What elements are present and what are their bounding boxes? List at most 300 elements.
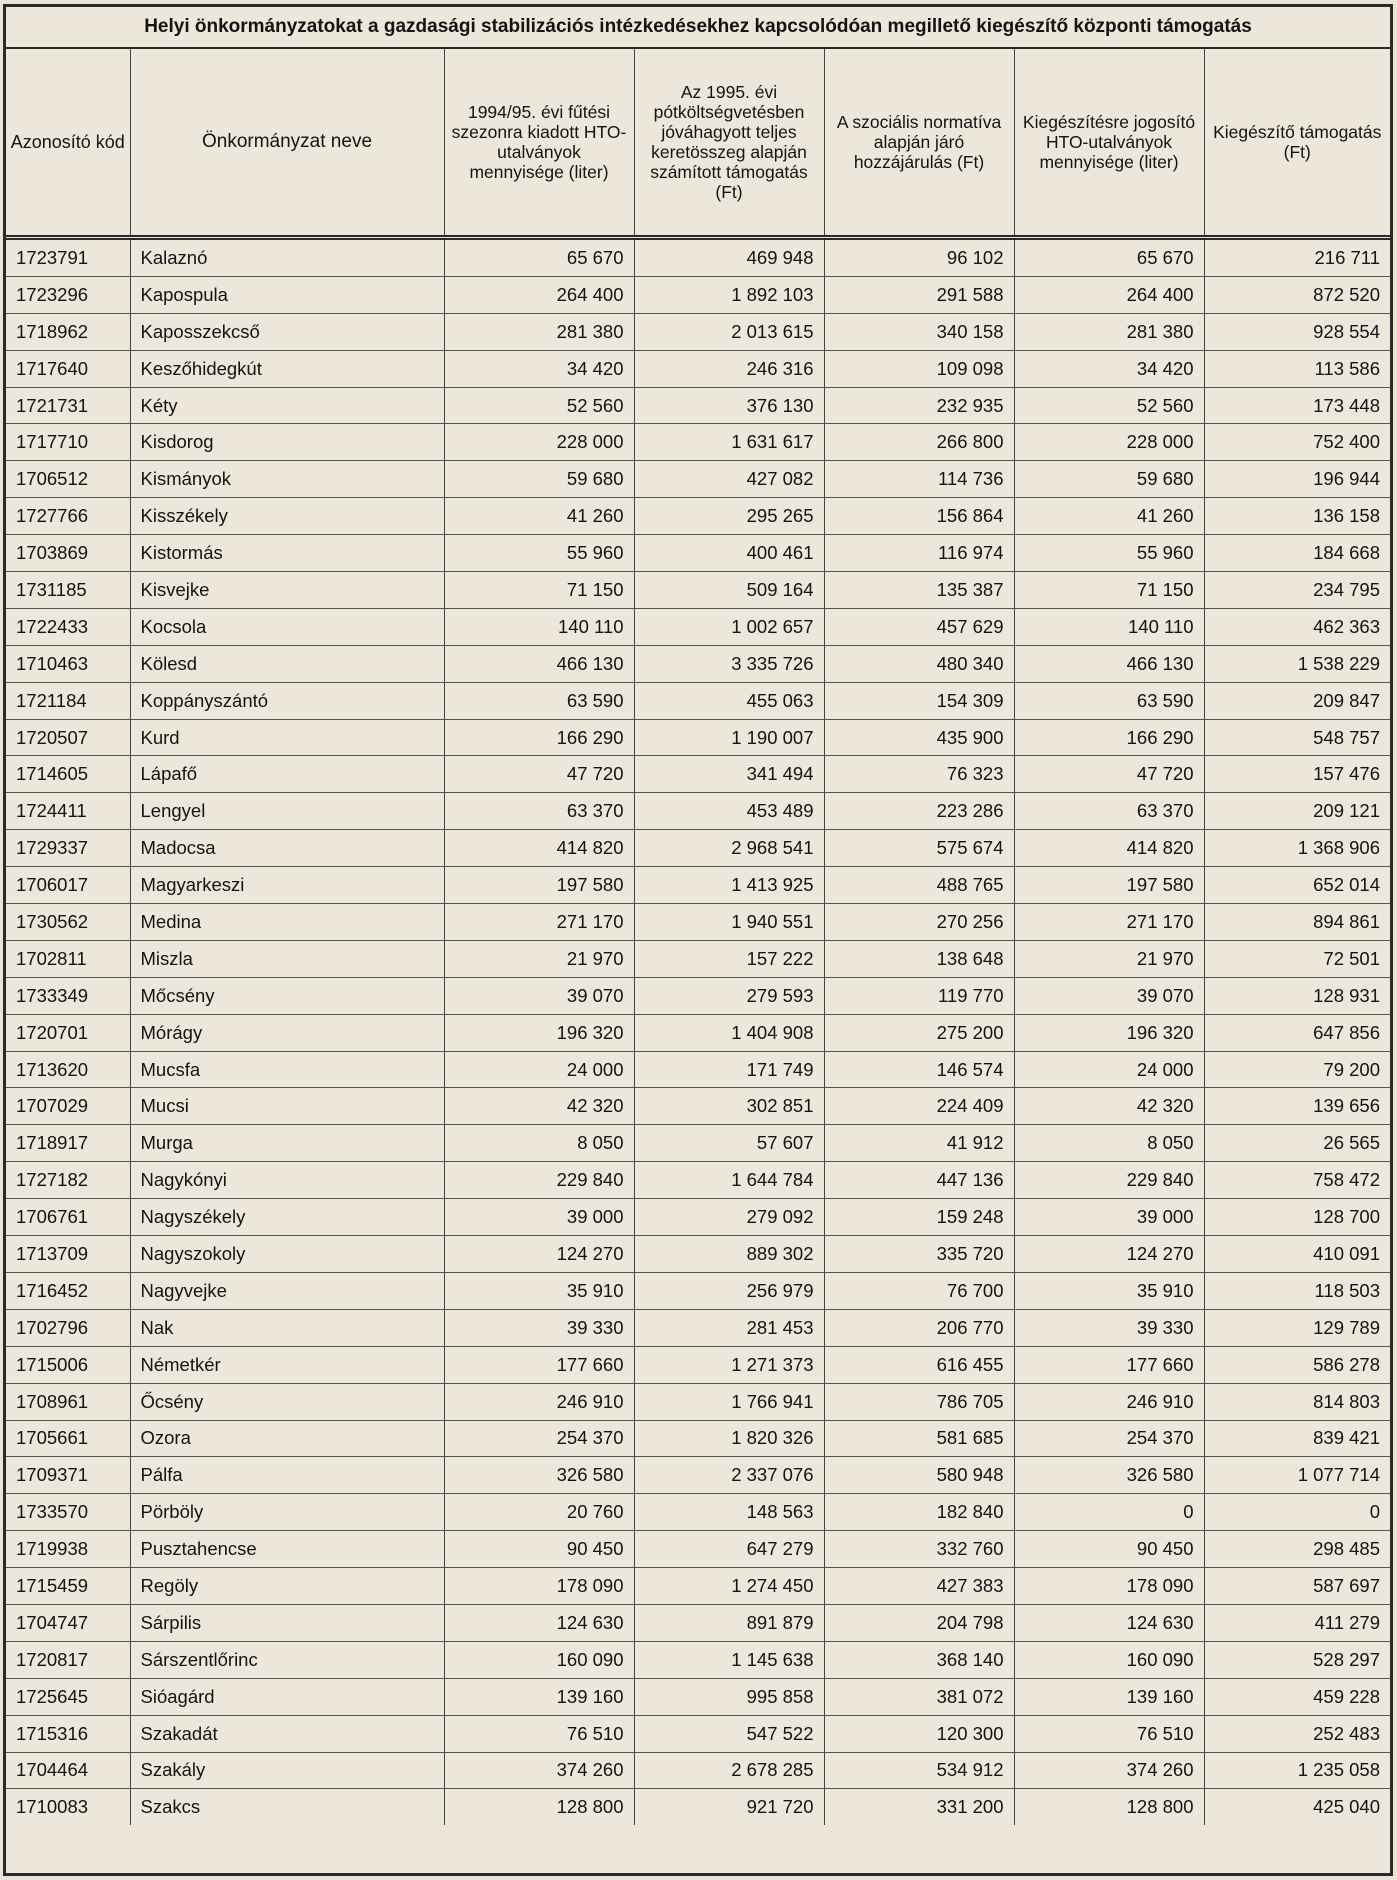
cell-name: Kaposszekcső (130, 313, 444, 350)
cell-hto-issued: 21 970 (444, 940, 634, 977)
cell-social-contribution: 223 286 (824, 793, 1014, 830)
cell-name: Nak (130, 1309, 444, 1346)
cell-hto-issued: 229 840 (444, 1162, 634, 1199)
cell-name: Kistormás (130, 535, 444, 572)
cell-eligible-hto: 197 580 (1014, 867, 1204, 904)
cell-hto-issued: 65 670 (444, 238, 634, 277)
cell-budget-support: 2 013 615 (634, 313, 824, 350)
cell-supplementary-support: 72 501 (1204, 940, 1390, 977)
cell-eligible-hto: 374 260 (1014, 1752, 1204, 1789)
cell-hto-issued: 59 680 (444, 461, 634, 498)
cell-hto-issued: 39 330 (444, 1309, 634, 1346)
cell-code: 1725645 (6, 1678, 130, 1715)
cell-hto-issued: 197 580 (444, 867, 634, 904)
cell-social-contribution: 580 948 (824, 1457, 1014, 1494)
table-row (6, 904, 1390, 941)
column-header-hto-issued: 1994/95. évi fűtési szezonra kiadott HTO-utalványok mennyisége (liter) (444, 49, 634, 238)
cell-budget-support: 171 749 (634, 1051, 824, 1088)
cell-code: 1733570 (6, 1494, 130, 1531)
cell-supplementary-support: 196 944 (1204, 461, 1390, 498)
cell-supplementary-support: 216 711 (1204, 238, 1390, 277)
cell-hto-issued: 246 910 (444, 1383, 634, 1420)
table-row (6, 645, 1390, 682)
cell-code: 1706512 (6, 461, 130, 498)
cell-code: 1723791 (6, 238, 130, 277)
cell-budget-support: 281 453 (634, 1309, 824, 1346)
cell-eligible-hto: 326 580 (1014, 1457, 1204, 1494)
cell-eligible-hto: 128 800 (1014, 1789, 1204, 1825)
cell-budget-support: 302 851 (634, 1088, 824, 1125)
cell-social-contribution: 427 383 (824, 1568, 1014, 1605)
cell-supplementary-support: 1 077 714 (1204, 1457, 1390, 1494)
cell-name: Sárszentlőrinc (130, 1641, 444, 1678)
cell-social-contribution: 232 935 (824, 387, 1014, 424)
cell-social-contribution: 114 736 (824, 461, 1014, 498)
cell-supplementary-support: 139 656 (1204, 1088, 1390, 1125)
cell-code: 1714605 (6, 756, 130, 793)
cell-social-contribution: 156 864 (824, 498, 1014, 535)
cell-supplementary-support: 184 668 (1204, 535, 1390, 572)
cell-name: Keszőhidegkút (130, 350, 444, 387)
cell-hto-issued: 140 110 (444, 608, 634, 645)
cell-eligible-hto: 0 (1014, 1494, 1204, 1531)
cell-budget-support: 889 302 (634, 1236, 824, 1273)
cell-code: 1702811 (6, 940, 130, 977)
cell-code: 1718962 (6, 313, 130, 350)
table-row (6, 793, 1390, 830)
table-row (6, 1531, 1390, 1568)
cell-eligible-hto: 8 050 (1014, 1125, 1204, 1162)
cell-eligible-hto: 76 510 (1014, 1715, 1204, 1752)
cell-name: Koppányszántó (130, 682, 444, 719)
cell-supplementary-support: 209 847 (1204, 682, 1390, 719)
cell-name: Nagyszokoly (130, 1236, 444, 1273)
cell-hto-issued: 39 070 (444, 977, 634, 1014)
cell-hto-issued: 166 290 (444, 719, 634, 756)
cell-name: Nagyvejke (130, 1272, 444, 1309)
cell-supplementary-support: 839 421 (1204, 1420, 1390, 1457)
cell-name: Regöly (130, 1568, 444, 1605)
cell-eligible-hto: 39 070 (1014, 977, 1204, 1014)
cell-supplementary-support: 136 158 (1204, 498, 1390, 535)
cell-hto-issued: 254 370 (444, 1420, 634, 1457)
cell-supplementary-support: 113 586 (1204, 350, 1390, 387)
cell-budget-support: 295 265 (634, 498, 824, 535)
cell-eligible-hto: 139 160 (1014, 1678, 1204, 1715)
cell-name: Mucsi (130, 1088, 444, 1125)
cell-name: Kölesd (130, 645, 444, 682)
cell-supplementary-support: 758 472 (1204, 1162, 1390, 1199)
cell-name: Kurd (130, 719, 444, 756)
cell-hto-issued: 42 320 (444, 1088, 634, 1125)
cell-name: Mucsfa (130, 1051, 444, 1088)
cell-supplementary-support: 252 483 (1204, 1715, 1390, 1752)
cell-code: 1706761 (6, 1199, 130, 1236)
cell-name: Kalaznó (130, 238, 444, 277)
cell-hto-issued: 124 270 (444, 1236, 634, 1273)
cell-code: 1715006 (6, 1346, 130, 1383)
cell-name: Szakadát (130, 1715, 444, 1752)
cell-supplementary-support: 1 235 058 (1204, 1752, 1390, 1789)
cell-budget-support: 1 766 941 (634, 1383, 824, 1420)
cell-supplementary-support: 128 700 (1204, 1199, 1390, 1236)
cell-eligible-hto: 42 320 (1014, 1088, 1204, 1125)
table-row (6, 1678, 1390, 1715)
cell-budget-support: 891 879 (634, 1604, 824, 1641)
cell-social-contribution: 119 770 (824, 977, 1014, 1014)
cell-budget-support: 1 404 908 (634, 1014, 824, 1051)
cell-budget-support: 157 222 (634, 940, 824, 977)
cell-code: 1716452 (6, 1272, 130, 1309)
cell-eligible-hto: 41 260 (1014, 498, 1204, 535)
cell-budget-support: 341 494 (634, 756, 824, 793)
cell-supplementary-support: 209 121 (1204, 793, 1390, 830)
table-row (6, 461, 1390, 498)
cell-name: Mőcsény (130, 977, 444, 1014)
cell-code: 1720817 (6, 1641, 130, 1678)
cell-name: Pusztahencse (130, 1531, 444, 1568)
cell-hto-issued: 178 090 (444, 1568, 634, 1605)
cell-hto-issued: 55 960 (444, 535, 634, 572)
cell-supplementary-support: 814 803 (1204, 1383, 1390, 1420)
cell-name: Madocsa (130, 830, 444, 867)
table-row (6, 1346, 1390, 1383)
cell-name: Kisszékely (130, 498, 444, 535)
cell-social-contribution: 435 900 (824, 719, 1014, 756)
cell-eligible-hto: 63 370 (1014, 793, 1204, 830)
cell-budget-support: 148 563 (634, 1494, 824, 1531)
column-header-eligible-hto: Kiegészítésre jogosító HTO-utalványok mennyisége (liter) (1014, 49, 1204, 238)
cell-budget-support: 509 164 (634, 572, 824, 609)
table-body (6, 238, 1390, 1826)
cell-supplementary-support: 647 856 (1204, 1014, 1390, 1051)
cell-social-contribution: 381 072 (824, 1678, 1014, 1715)
cell-eligible-hto: 59 680 (1014, 461, 1204, 498)
cell-hto-issued: 124 630 (444, 1604, 634, 1641)
cell-eligible-hto: 166 290 (1014, 719, 1204, 756)
table-row (6, 1383, 1390, 1420)
cell-eligible-hto: 71 150 (1014, 572, 1204, 609)
cell-hto-issued: 47 720 (444, 756, 634, 793)
cell-budget-support: 256 979 (634, 1272, 824, 1309)
table-row (6, 1236, 1390, 1273)
table-row (6, 940, 1390, 977)
cell-social-contribution: 154 309 (824, 682, 1014, 719)
cell-social-contribution: 340 158 (824, 313, 1014, 350)
cell-name: Ozora (130, 1420, 444, 1457)
cell-code: 1710463 (6, 645, 130, 682)
cell-social-contribution: 581 685 (824, 1420, 1014, 1457)
table-row (6, 682, 1390, 719)
cell-name: Murga (130, 1125, 444, 1162)
cell-hto-issued: 466 130 (444, 645, 634, 682)
document-sheet (3, 4, 1393, 1876)
header-row (6, 49, 1390, 238)
cell-code: 1721184 (6, 682, 130, 719)
cell-name: Medina (130, 904, 444, 941)
table-row (6, 1641, 1390, 1678)
cell-budget-support: 469 948 (634, 238, 824, 277)
cell-eligible-hto: 39 000 (1014, 1199, 1204, 1236)
cell-supplementary-support: 157 476 (1204, 756, 1390, 793)
cell-hto-issued: 52 560 (444, 387, 634, 424)
cell-social-contribution: 368 140 (824, 1641, 1014, 1678)
cell-code: 1706017 (6, 867, 130, 904)
cell-name: Magyarkeszi (130, 867, 444, 904)
cell-social-contribution: 135 387 (824, 572, 1014, 609)
cell-supplementary-support: 586 278 (1204, 1346, 1390, 1383)
cell-budget-support: 3 335 726 (634, 645, 824, 682)
cell-supplementary-support: 894 861 (1204, 904, 1390, 941)
cell-eligible-hto: 34 420 (1014, 350, 1204, 387)
table-row (6, 867, 1390, 904)
cell-eligible-hto: 140 110 (1014, 608, 1204, 645)
cell-supplementary-support: 128 931 (1204, 977, 1390, 1014)
table-row (6, 572, 1390, 609)
cell-social-contribution: 204 798 (824, 1604, 1014, 1641)
cell-hto-issued: 63 590 (444, 682, 634, 719)
cell-budget-support: 453 489 (634, 793, 824, 830)
cell-supplementary-support: 26 565 (1204, 1125, 1390, 1162)
cell-social-contribution: 786 705 (824, 1383, 1014, 1420)
table-row (6, 1420, 1390, 1457)
cell-code: 1723296 (6, 276, 130, 313)
cell-name: Miszla (130, 940, 444, 977)
cell-name: Lápafő (130, 756, 444, 793)
cell-supplementary-support: 0 (1204, 1494, 1390, 1531)
cell-hto-issued: 128 800 (444, 1789, 634, 1825)
cell-code: 1717710 (6, 424, 130, 461)
cell-budget-support: 1 002 657 (634, 608, 824, 645)
table-row (6, 238, 1390, 277)
cell-budget-support: 1 271 373 (634, 1346, 824, 1383)
cell-code: 1710083 (16, 1796, 89, 1818)
cell-code: 1704747 (6, 1604, 130, 1641)
cell-name: Pörböly (130, 1494, 444, 1531)
cell-hto-issued: 414 820 (444, 830, 634, 867)
cell-supplementary-support: 79 200 (1204, 1051, 1390, 1088)
cell-code: 1730562 (6, 904, 130, 941)
column-header-name: Önkormányzat neve (130, 49, 444, 238)
cell-name: Sárpilis (130, 1604, 444, 1641)
cell-eligible-hto: 281 380 (1014, 313, 1204, 350)
cell-name: Németkér (130, 1346, 444, 1383)
table-row (6, 756, 1390, 793)
cell-social-contribution: 447 136 (824, 1162, 1014, 1199)
cell-code: 1713709 (6, 1236, 130, 1273)
cell-supplementary-support: 462 363 (1204, 608, 1390, 645)
cell-social-contribution: 146 574 (824, 1051, 1014, 1088)
cell-eligible-hto: 178 090 (1014, 1568, 1204, 1605)
table-row (6, 1789, 1390, 1825)
column-header-budget-support: Az 1995. évi pótköltségvetésben jóváhagyott teljes keretösszeg alapján számított támogatás (Ft) (634, 49, 824, 238)
cell-hto-issued: 71 150 (444, 572, 634, 609)
cell-budget-support: 921 720 (634, 1789, 824, 1825)
cell-hto-issued: 63 370 (444, 793, 634, 830)
cell-code: 1718917 (6, 1125, 130, 1162)
cell-hto-issued: 39 000 (444, 1199, 634, 1236)
cell-budget-support: 2 678 285 (634, 1752, 824, 1789)
cell-social-contribution: 275 200 (824, 1014, 1014, 1051)
cell-name: Szakcs (130, 1789, 444, 1825)
table-row (6, 313, 1390, 350)
cell-code: 1720507 (6, 719, 130, 756)
cell-hto-issued: 8 050 (444, 1125, 634, 1162)
cell-code: 1731185 (6, 572, 130, 609)
cell-code: 1727182 (6, 1162, 130, 1199)
cell-hto-issued: 264 400 (444, 276, 634, 313)
cell-code: 1703869 (6, 535, 130, 572)
cell-name: Szakály (130, 1752, 444, 1789)
cell-eligible-hto: 47 720 (1014, 756, 1204, 793)
cell-social-contribution: 457 629 (824, 608, 1014, 645)
cell-eligible-hto: 264 400 (1014, 276, 1204, 313)
table-row (6, 1199, 1390, 1236)
cell-supplementary-support: 752 400 (1204, 424, 1390, 461)
cell-eligible-hto: 90 450 (1014, 1531, 1204, 1568)
cell-eligible-hto: 254 370 (1014, 1420, 1204, 1457)
table-row (6, 1457, 1390, 1494)
table-row (6, 1088, 1390, 1125)
table-row (6, 1568, 1390, 1605)
cell-social-contribution: 291 588 (824, 276, 1014, 313)
cell-code: 1724411 (6, 793, 130, 830)
cell-budget-support: 57 607 (634, 1125, 824, 1162)
cell-budget-support: 1 820 326 (634, 1420, 824, 1457)
cell-hto-issued: 374 260 (444, 1752, 634, 1789)
cell-supplementary-support: 1 538 229 (1204, 645, 1390, 682)
cell-social-contribution: 159 248 (824, 1199, 1014, 1236)
cell-budget-support: 279 593 (634, 977, 824, 1014)
table-row (6, 498, 1390, 535)
cell-eligible-hto: 229 840 (1014, 1162, 1204, 1199)
cell-budget-support: 1 892 103 (634, 276, 824, 313)
cell-social-contribution: 76 323 (824, 756, 1014, 793)
table-row (6, 1051, 1390, 1088)
cell-social-contribution: 120 300 (824, 1715, 1014, 1752)
cell-budget-support: 376 130 (634, 387, 824, 424)
cell-social-contribution: 480 340 (824, 645, 1014, 682)
cell-hto-issued: 139 160 (444, 1678, 634, 1715)
table-row (6, 350, 1390, 387)
table-row (6, 1162, 1390, 1199)
cell-eligible-hto: 55 960 (1014, 535, 1204, 572)
cell-social-contribution: 41 912 (824, 1125, 1014, 1162)
cell-name: Nagykónyi (130, 1162, 444, 1199)
cell-supplementary-support: 411 279 (1204, 1604, 1390, 1641)
cell-hto-issued: 24 000 (444, 1051, 634, 1088)
cell-social-contribution: 182 840 (824, 1494, 1014, 1531)
cell-code: 1722433 (6, 608, 130, 645)
cell-code: 1705661 (6, 1420, 130, 1457)
cell-name: Kéty (130, 387, 444, 424)
cell-supplementary-support: 928 554 (1204, 313, 1390, 350)
document-title: Helyi önkormányzatokat a gazdasági stabilizációs intézkedésekhez kapcsolódóan megillető kiegészítő központi támogatás (6, 7, 1390, 49)
table-row (6, 608, 1390, 645)
column-header-code: Azonosító kód (6, 49, 130, 238)
cell-social-contribution: 534 912 (824, 1752, 1014, 1789)
cell-social-contribution: 76 700 (824, 1272, 1014, 1309)
cell-name: Kisvejke (130, 572, 444, 609)
cell-budget-support: 1 145 638 (634, 1641, 824, 1678)
cell-budget-support: 1 644 784 (634, 1162, 824, 1199)
table-row (6, 1752, 1390, 1789)
cell-name: Kisdorog (130, 424, 444, 461)
cell-hto-issued: 160 090 (444, 1641, 634, 1678)
cell-name: Kapospula (130, 276, 444, 313)
cell-social-contribution: 270 256 (824, 904, 1014, 941)
cell-code: 1708961 (6, 1383, 130, 1420)
cell-hto-issued: 76 510 (444, 1715, 634, 1752)
cell-social-contribution: 488 765 (824, 867, 1014, 904)
cell-social-contribution: 109 098 (824, 350, 1014, 387)
cell-hto-issued: 34 420 (444, 350, 634, 387)
column-header-supplementary-support: Kiegészítő támogatás (Ft) (1204, 49, 1390, 238)
cell-supplementary-support: 129 789 (1204, 1309, 1390, 1346)
cell-name: Kocsola (130, 608, 444, 645)
cell-social-contribution: 138 648 (824, 940, 1014, 977)
cell-eligible-hto: 196 320 (1014, 1014, 1204, 1051)
cell-code: 1729337 (6, 830, 130, 867)
cell-budget-support: 1 631 617 (634, 424, 824, 461)
cell-budget-support: 1 940 551 (634, 904, 824, 941)
table-row (6, 1604, 1390, 1641)
table-row (6, 276, 1390, 313)
cell-hto-issued: 90 450 (444, 1531, 634, 1568)
cell-social-contribution: 96 102 (824, 238, 1014, 277)
cell-eligible-hto: 52 560 (1014, 387, 1204, 424)
cell-eligible-hto: 35 910 (1014, 1272, 1204, 1309)
cell-supplementary-support: 548 757 (1204, 719, 1390, 756)
cell-budget-support: 547 522 (634, 1715, 824, 1752)
cell-name: Pálfa (130, 1457, 444, 1494)
cell-hto-issued: 177 660 (444, 1346, 634, 1383)
cell-social-contribution: 616 455 (824, 1346, 1014, 1383)
table-row (6, 535, 1390, 572)
cell-supplementary-support: 410 091 (1204, 1236, 1390, 1273)
cell-hto-issued: 326 580 (444, 1457, 634, 1494)
cell-budget-support: 1 190 007 (634, 719, 824, 756)
table-row (6, 1125, 1390, 1162)
cell-eligible-hto: 246 910 (1014, 1383, 1204, 1420)
cell-hto-issued: 228 000 (444, 424, 634, 461)
cell-code: 1715459 (6, 1568, 130, 1605)
cell-hto-issued: 35 910 (444, 1272, 634, 1309)
cell-hto-issued: 271 170 (444, 904, 634, 941)
cell-budget-support: 1 274 450 (634, 1568, 824, 1605)
cell-code: 1713620 (6, 1051, 130, 1088)
table-row (6, 1014, 1390, 1051)
table-row (6, 1309, 1390, 1346)
table-row (6, 719, 1390, 756)
cell-code: 1709371 (6, 1457, 130, 1494)
table-row (6, 1715, 1390, 1752)
cell-social-contribution: 332 760 (824, 1531, 1014, 1568)
cell-supplementary-support: 459 228 (1204, 1678, 1390, 1715)
cell-eligible-hto: 271 170 (1014, 904, 1204, 941)
cell-budget-support: 246 316 (634, 350, 824, 387)
cell-budget-support: 2 337 076 (634, 1457, 824, 1494)
cell-code: 1702796 (6, 1309, 130, 1346)
cell-budget-support: 279 092 (634, 1199, 824, 1236)
cell-social-contribution: 206 770 (824, 1309, 1014, 1346)
table-row (6, 387, 1390, 424)
cell-supplementary-support: 173 448 (1204, 387, 1390, 424)
cell-eligible-hto: 124 270 (1014, 1236, 1204, 1273)
cell-name: Őcsény (130, 1383, 444, 1420)
cell-budget-support: 400 461 (634, 535, 824, 572)
cell-supplementary-support: 587 697 (1204, 1568, 1390, 1605)
